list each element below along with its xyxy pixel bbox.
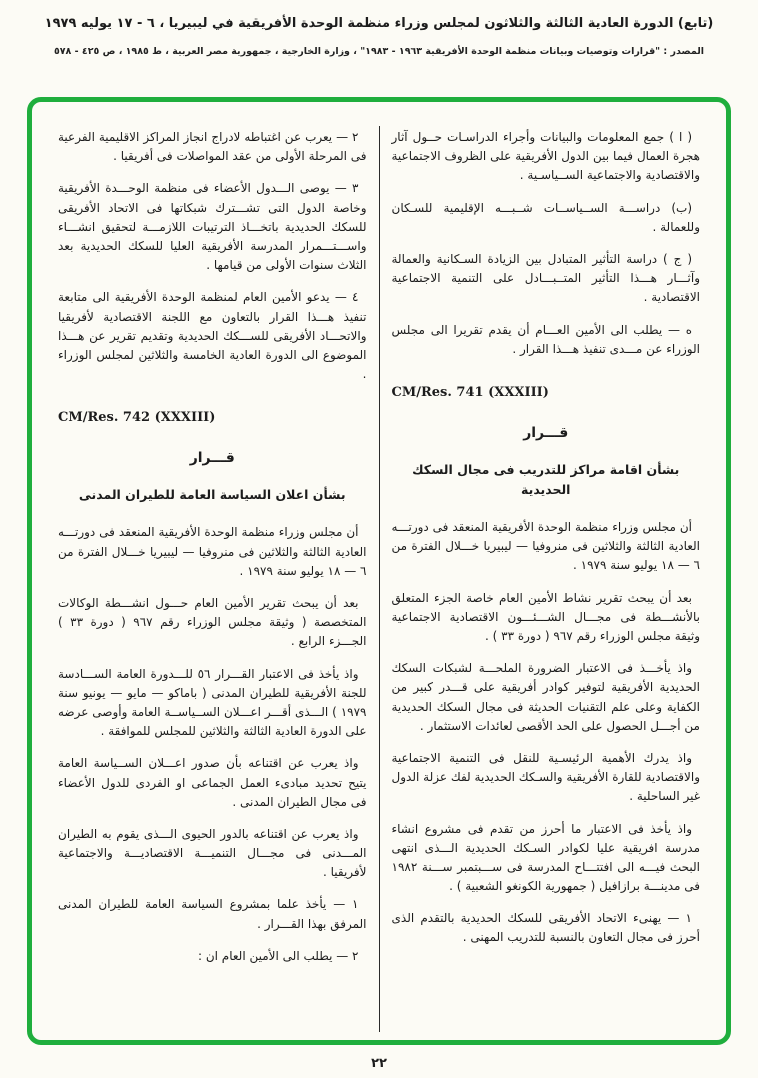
clause-item-a: ( ا ) جمع المعلومات والبيانات وأجراء الدراسـات حــول آثار هجرة العمال فيما بين الدول الأفريقية على الظروف الاجتماعية والاقتصادية والاجتماعية الســياسـية . (391, 130, 700, 183)
resolution-742-paragraph-4: واذ يعرب عن اقتناعه بأن صدور اعـــلان الســياسة العامة يتيح تحديد مبادىء العمل الجماعى او الفردى للدول الأعضاء فى مجال الطيران المدنى . (58, 756, 367, 809)
page-number: ٢٢ (371, 1056, 387, 1071)
clause-item-5: ه — يطلب الى الأمين العـــام أن يقدم تقريرا الى مجلس الوزراء عن مـــدى تنفيذ هـــذا القرار . (391, 322, 700, 356)
session-title: (تابع) الدورة العادية الثالثة والثلاثون لمجلس وزراء منظمة الوحدة الأفريقية في ليبيريا ، ٦ - ١٧ يوليه ١٩٧٩ (44, 16, 714, 31)
resolution-heading-741: قـــرار (523, 424, 569, 441)
resolution-subject-742: بشأن اعلان السياسة العامة للطيران المدنى (78, 487, 346, 503)
resolution-741-paragraph-1: أن مجلس وزراء منظمة الوحدة الأفريقية المنعقد فى دورتـــه العادية الثالثة والثلاثين فى منروفيا — ليبيريا خـــلال الفترة من ٦ — ١٨ يوليو سنة ١٩٧٩ . (391, 520, 700, 573)
source-citation: المصدر : "قرارات وتوصيات وبيانات منظمة الوحدة الأفريقية ١٩٦٣ - ١٩٨٣" ، وزارة الخارجية ، جمهورية مصر العربية ، ط ١٩٨٥ ، ص ٤٢٥ - ٥٧٨ (53, 46, 705, 57)
resolution-742-paragraph-5: واذ يعرب عن اقتناعه بالدور الحيوى الـــذى يقوم به الطيران المـــدنى فى مجـــال التنميـــة الاقتصاديـــة والاجتماعية لأفريقيا . (58, 826, 367, 880)
resolution-742-paragraph-2: بعد أن يبحث تقرير الأمين العام حـــول انشـــطة الوكالات المتخصصة ( وثيقة مجلس الوزراء رقم ٩٦٧ ( دورة ٣٣ ) الجـــزء الرابع . (58, 596, 367, 649)
resolution-741-item-1: ١ — يهنىء الاتحاد الأفريقى للسكك الحديدية بالتقدم الذى أحرز فى مجال التعاون بالنسبة للتدريب المهنى . (391, 911, 700, 945)
resolution-subject-741: بشأن اقامة مراكز للتدريب فى مجال السكك الحديدية (412, 462, 680, 498)
resolution-number-741: CM/Res. 741 (XXXIII) (391, 384, 549, 400)
resolution-741-item-4: ٤ — يدعو الأمين العام لمنظمة الوحدة الأفريقية الى متابعة تنفيذ هـــذا القرار بالتعاون مع اللجنة الاقتصادية لأفريقيا والاتحـــاد الأفريقى للســـكك الحديدية وتقديم تقرير عن هـــذا الموضوع الى الدورة العادية الخامسة والثلاثين لمجلس الوزراء . (58, 290, 367, 382)
resolution-741-item-2: ٢ — يعرب عن اغتباطه لادراج انجاز المراكز الاقليمية الفرعية فى المرحلة الأولى من عقد المواصلات فى أفريقيا . (58, 130, 367, 164)
two-column-layout (46, 126, 712, 1032)
page-header (0, 16, 758, 57)
content-border (27, 97, 731, 1045)
resolution-741-paragraph-2: بعد أن يبحث تقرير نشاط الأمين العام خاصة الجزء المتعلق بالأنشـــطة فى مجـــال الشـــئـــون الاقتصادية الاجتماعية وثيقة مجلس الوزراء رقم ٩٦٧ ( دورة ٣٣ ) . (391, 590, 700, 643)
clause-item-b: (ب) دراســـة الســياســات شــبـــه الإقليمية للسـكان وللعمالة . (391, 200, 700, 234)
resolution-742-paragraph-3: واذ يأخذ فى الاعتبار القـــرار ٥٦ للـــدورة العامة الســـادسة للجنة الأفريقية للطيران المدنى ( باماكو — مايو — يونيو سنة ١٩٧٩ ) الـــذى أقـــر اعـــلان الســياســة العامة وأوصى عرضه على الدورة العادية الثالثة والثلاثين للمجلس للموافقة . (58, 666, 367, 739)
resolution-742-item-2: ٢ — يطلب الى الأمين العام ان : (197, 948, 359, 963)
resolution-741-paragraph-4: واذ يدرك الأهمية الرئيسـية للنقل فى التنمية الاجتماعية والاقتصادية للقارة الأفريقية والسـكك الحديدية لفك عزلة الدول غير الساحلية . (391, 750, 700, 804)
clause-item-c: ( ج ) دراسة التأثير المتبادل بين الزيادة السـكانية والعمالة وآثـــار هـــذا التأثير المتــبـــادل على التنمية الاجتماعية الاقتصادية . (391, 251, 700, 305)
column-left (46, 126, 379, 1032)
resolution-741-item-3: ٣ — يوصى الـــدول الأعضاء فى منظمة الوحـــدة الأفريقية وخاصة الدول التى تشـــترك شبكاتها فى الاتحاد الأفريقى للسكك الحديدية باتخـــاذ الترتيبات اللازمـــة لتحقيق انشـــاء واســـتـــمرار المدرسة الأفريقية العليا للسكك الحديدية بعد الثلاث سنوات الأولى من قيامها . (58, 181, 367, 273)
column-right (380, 126, 713, 1032)
resolution-742-paragraph-1: أن مجلس وزراء منظمة الوحدة الأفريقية المنعقد فى دورتـــه العادية الثالثة والثلاثين فى منروفيا — ليبيريا خـــلال الفترة من ٦ — ١٨ يوليو سنة ١٩٧٩ . (58, 525, 367, 578)
resolution-heading-742: قـــرار (189, 450, 235, 467)
resolution-741-paragraph-5: واذ يأخذ فى الاعتبار ما أحرز من تقدم فى مشروع انشاء مدرسة افريقية عليا لكوادر السـكك الحديدية الـــذى انتهى البحث فيـــه الى افتتـــاح المدرسة فى ســـبتمبر ســـنة ١٩٨٢ فى مدينـــة برازافيل ( جمهورية الكونغو الشعبية ) . (391, 821, 700, 894)
resolution-741-paragraph-3: واذ يأخـــذ فى الاعتبار الضرورة الملحـــة لشبكات السكك الحديدية الأفريقية لتوفير كوادر أفريقية على قـــدر كبير من الكفاية وعلى علم التقنيات الحديثة فى مجال السكك الحديدية من أجـــل الحصول على الحد الأقصى لعائدات الاستثمار . (391, 661, 700, 733)
resolution-742-item-1: ١ — يأخذ علما بمشروع السياسة العامة للطيران المدنى المرفق بهذا القـــرار . (58, 897, 367, 931)
resolution-number-742: CM/Res. 742 (XXXIII) (58, 410, 216, 426)
